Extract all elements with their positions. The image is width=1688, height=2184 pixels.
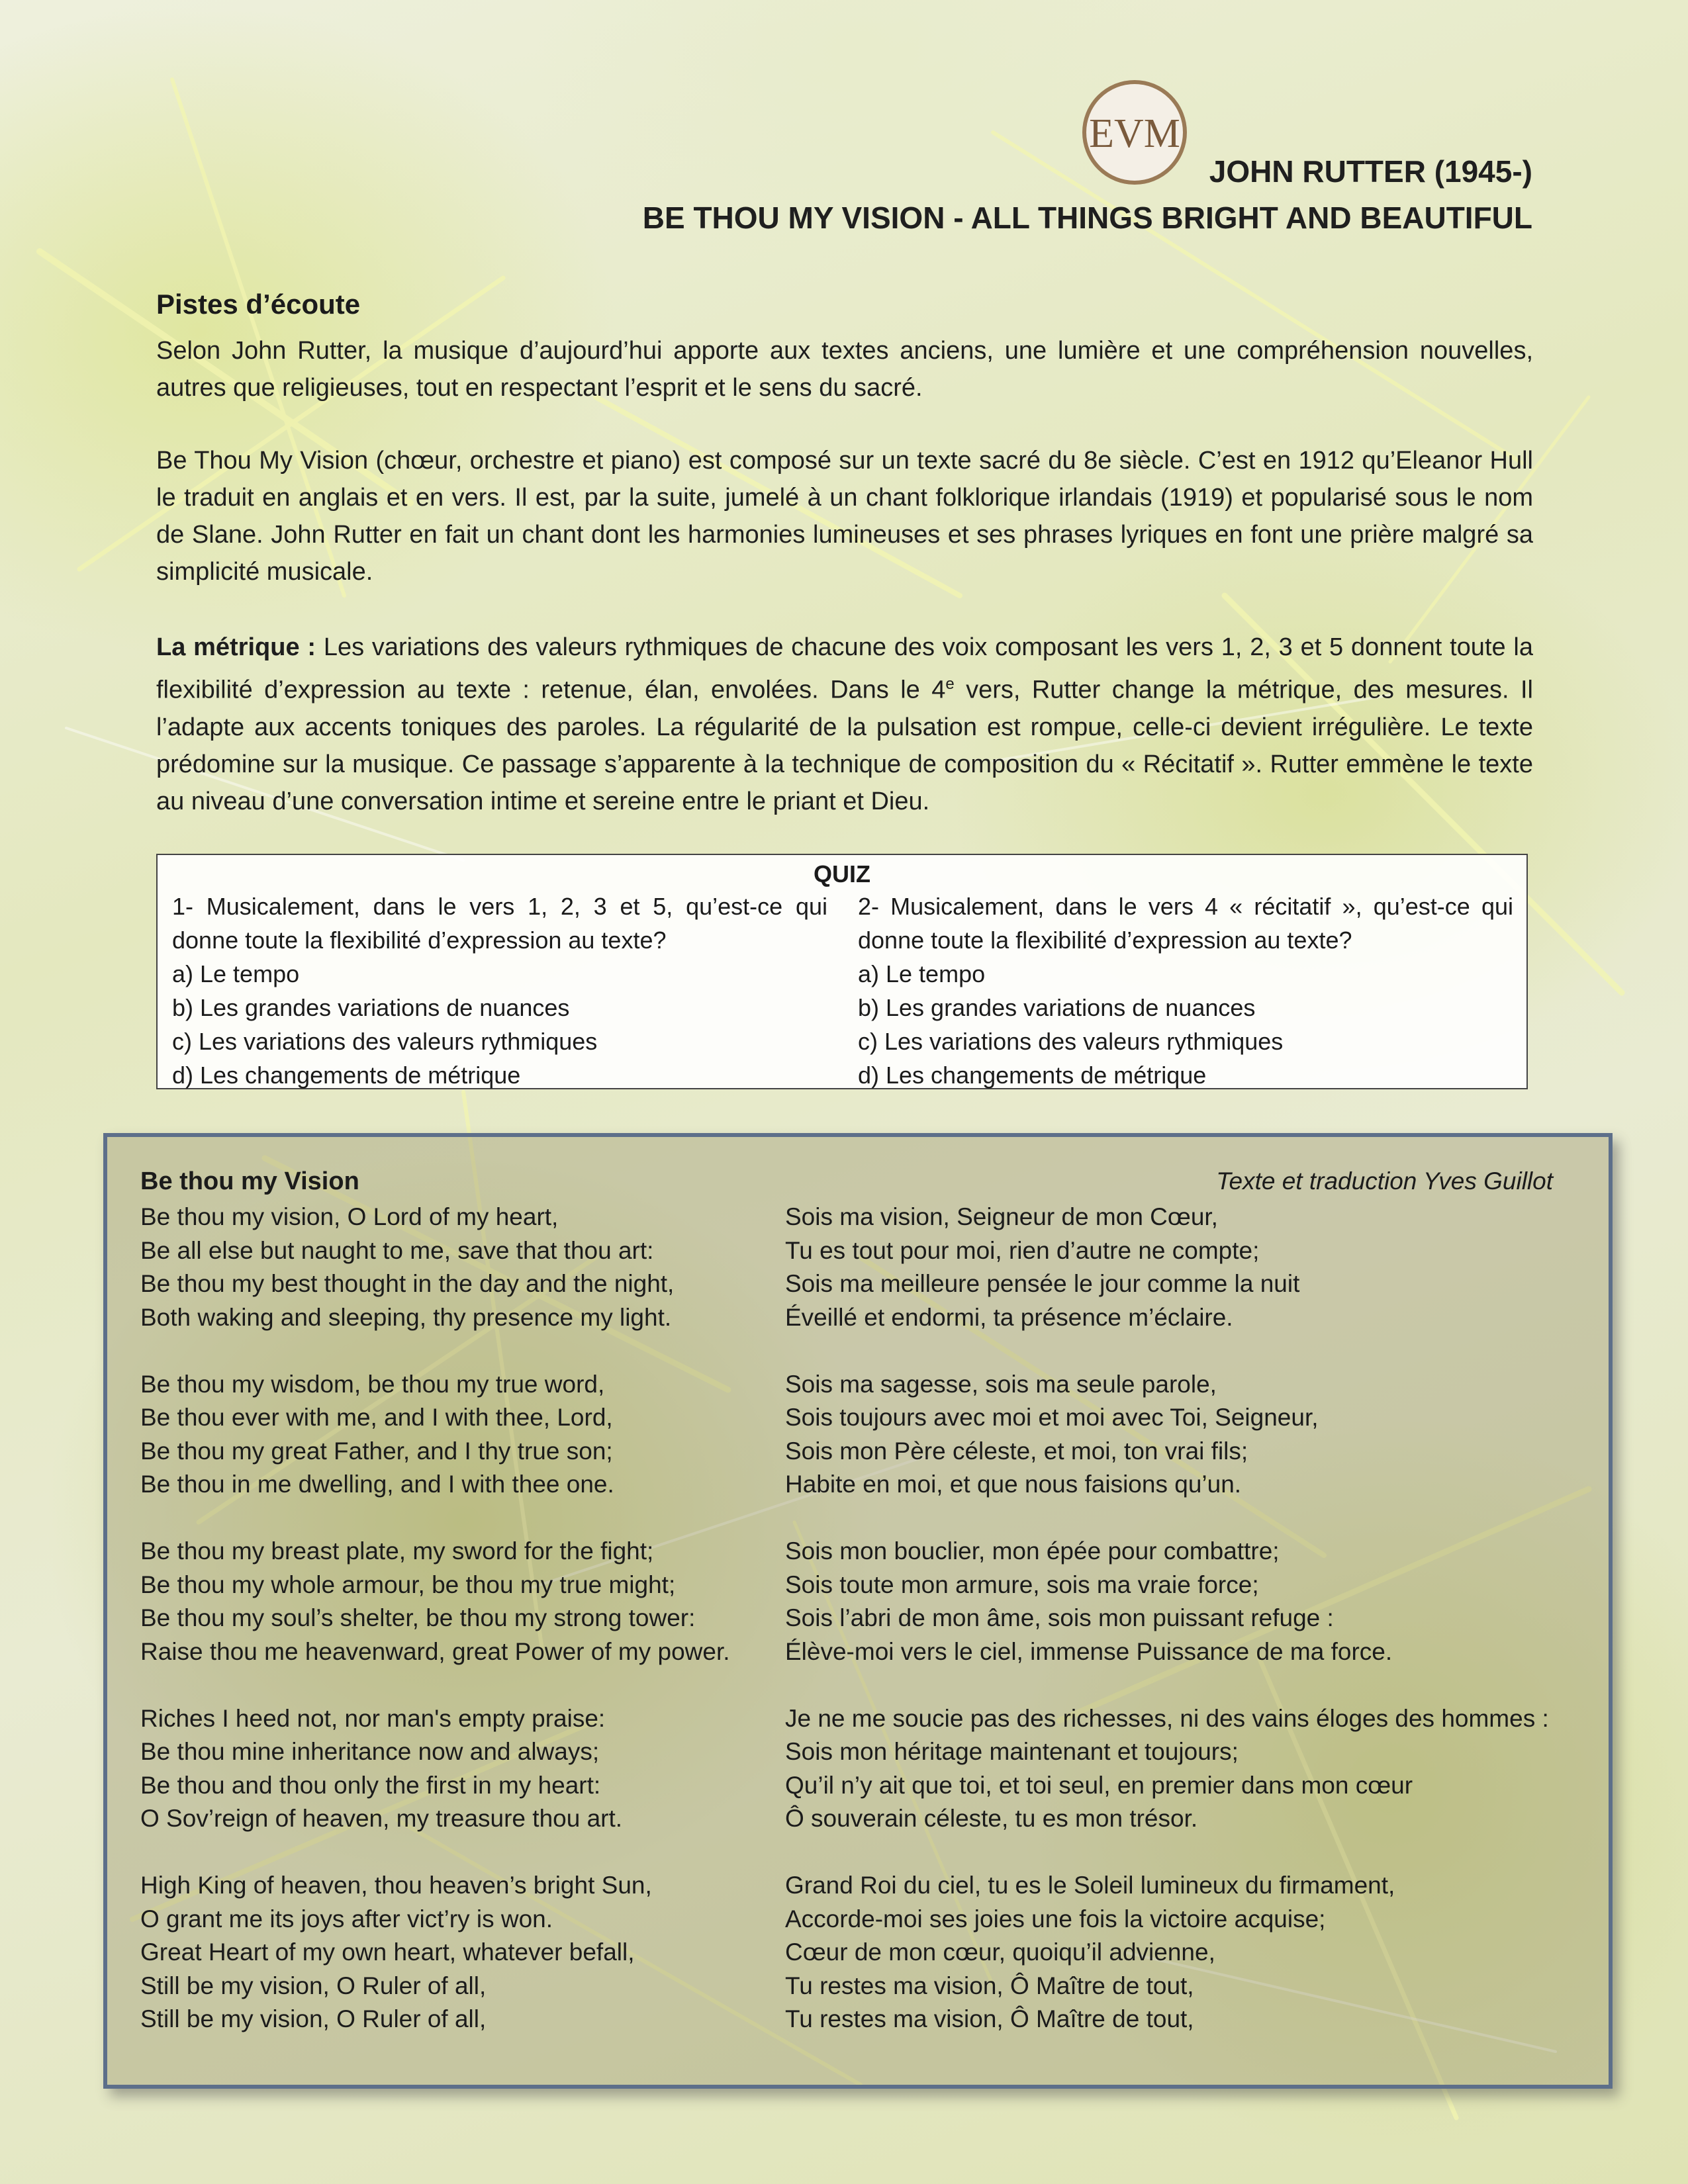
poem-line-en: Both waking and sleeping, thy presence my light. [140,1303,672,1331]
poem-english-column [140,1201,776,2070]
quiz-q1-option-d: d) Les changements de métrique [172,1062,521,1089]
metrique-text-b: vers, Rutter change la métrique, des mesures. Il l’adapte aux accents toniques des paroles. La régularité de la pulsation est rompue, celle-ci devient irrégulière. Le texte prédomine sur la musique. Ce passage s’apparente à la technique de composition du « Récitatif ». Rutter emmène le texte au niveau d’une conversation intime et sereine entre le priant et Dieu. [156,676,1533,815]
poem-stanza-en [140,1368,776,1502]
poem-line-fr: Élève-moi vers le ciel, immense Puissance de ma force. [785,1637,1393,1665]
quiz-question-2-text: 2- Musicalement, dans le vers 4 « récitatif », qu’est-ce qui donne toute la flexibilité d’expression au texte? [858,893,1513,954]
quiz-question-1 [172,889,827,1092]
metrique-paragraph [156,629,1533,820]
poem-line-en: Still be my vision, O Ruler of all, [140,1972,487,1999]
poem-line-fr: Sois toujours avec moi et moi avec Toi, Seigneur, [785,1404,1319,1431]
poem-stanza-fr [785,1535,1579,1668]
poem-line-en: Be all else but naught to me, save that thou art: [140,1236,654,1264]
poem-line-en: O Sov’reign of heaven, my treasure thou art. [140,1805,623,1832]
poem-line-fr: Qu’il n’y ait que toi, et toi seul, en premier dans mon cœur [785,1771,1413,1799]
poem-line-en: High King of heaven, thou heaven’s bright Sun, [140,1872,652,1899]
quiz-box [156,854,1528,1089]
poem-line-fr: Sois l’abri de mon âme, sois mon puissant refuge : [785,1604,1334,1631]
poem-line-fr: Grand Roi du ciel, tu es le Soleil lumineux du firmament, [785,1872,1395,1899]
poem-line-en: Great Heart of my own heart, whatever befall, [140,1938,635,1966]
poem-line-fr: Sois mon bouclier, mon épée pour combattre; [785,1537,1280,1565]
poem-line-en: Still be my vision, O Ruler of all, [140,2005,487,2032]
poem-line-fr: Tu restes ma vision, Ô Maître de tout, [785,2005,1194,2032]
poem-stanza-en [140,1201,776,1334]
quiz-question-2 [858,889,1513,1092]
poem-line-en: Be thou my soul’s shelter, be thou my strong tower: [140,1604,696,1631]
svg-text:EVM: EVM [1089,111,1180,156]
poem-credit: Texte et traduction Yves Guillot [1216,1167,1553,1195]
poem-line-en: Be thou my vision, O Lord of my heart, [140,1203,559,1230]
poem-line-fr: Sois ma sagesse, sois ma seule parole, [785,1370,1217,1398]
quiz-q2-option-a: a) Le tempo [858,960,986,987]
poem-stanza-en [140,1535,776,1668]
poem-line-fr: Ô souverain céleste, tu es mon trésor. [785,1805,1198,1832]
poem-line-en: Be thou mine inheritance now and always; [140,1738,600,1765]
quiz-question-1-text: 1- Musicalement, dans le vers 1, 2, 3 et 5, qu’est-ce qui donne toute la flexibilité d’expression au texte? [172,893,827,954]
listening-heading: Pistes d’écoute [156,289,361,320]
poem-line-en: Riches I heed not, nor man's empty praise: [140,1704,606,1732]
poem-stanza-en [140,1702,776,1836]
poem-line-fr: Sois ma meilleure pensée le jour comme la nuit [785,1270,1300,1297]
poem-line-fr: Tu es tout pour moi, rien d’autre ne compte; [785,1236,1260,1264]
poem-line-en: Raise thou me heavenward, great Power of my power. [140,1637,730,1665]
works-title: BE THOU MY VISION - ALL THINGS BRIGHT AND BEAUTIFUL [642,201,1532,235]
quiz-q2-option-c: c) Les variations des valeurs rythmiques [858,1028,1284,1055]
quiz-title: QUIZ [814,860,870,887]
poem-line-fr: Sois ma vision, Seigneur de mon Cœur, [785,1203,1218,1230]
listening-paragraph-2: Be Thou My Vision (chœur, orchestre et piano) est composé sur un texte sacré du 8e siècle. C’est en 1912 qu’Eleanor Hull le traduit en anglais et en vers. Il est, par la suite, jumelé à un chant folklorique irlandais (1919) et popularisé sous le nom de Slane. John Rutter en fait un chant dont les harmonies lumineuses et ses phrases lyriques en font une prière malgré sa simplicité musicale. [156,447,1533,586]
poem-stanza-en [140,1869,776,2036]
poem-line-en: Be thou in me dwelling, and I with thee one. [140,1471,614,1498]
poem-line-fr: Cœur de mon cœur, quoiqu’il advienne, [785,1938,1215,1966]
listening-paragraph-1: Selon John Rutter, la musique d’aujourd’hui apporte aux textes anciens, une lumière et une compréhension nouvelles, autres que religieuses, tout en respectant l’esprit et le sens du sacré. [156,337,1533,402]
poem-line-en: Be thou my best thought in the day and the night, [140,1270,675,1297]
poem-line-en: Be thou and thou only the first in my heart: [140,1771,601,1799]
poem-line-fr: Habite en moi, et que nous faisions qu’un. [785,1471,1242,1498]
poem-line-en: Be thou my great Father, and I thy true son; [140,1437,613,1465]
evm-logo [1080,78,1189,187]
metrique-text-a: Les variations des valeurs rythmiques de chacune des voix composant les vers 1, 2, 3 et 5 donnent toute la flexibilité d’expression au texte : retenue, élan, envolées. Dans le 4 [156,633,1533,704]
poem-title: Be thou my Vision [140,1167,359,1195]
poem-line-fr: Je ne me soucie pas des richesses, ni des vains éloges des hommes : [785,1704,1549,1732]
metrique-label: La métrique : [156,633,316,661]
poem-line-en: Be thou my breast plate, my sword for the fight; [140,1537,654,1565]
poem-stanza-fr [785,1201,1579,1334]
poem-line-fr: Sois mon héritage maintenant et toujours; [785,1738,1239,1765]
quiz-q2-option-b: b) Les grandes variations de nuances [858,994,1256,1021]
poem-line-fr: Sois mon Père céleste, et moi, ton vrai fils; [785,1437,1248,1465]
poem-line-fr: Sois toute mon armure, sois ma vraie force; [785,1570,1259,1598]
poem-line-fr: Tu restes ma vision, Ô Maître de tout, [785,1972,1194,1999]
quiz-q1-option-a: a) Le tempo [172,960,300,987]
composer-title: JOHN RUTTER (1945-) [1209,154,1532,189]
poem-stanza-fr [785,1702,1579,1836]
poem-line-en: O grant me its joys after vict’ry is won. [140,1905,553,1933]
poem-stanza-fr [785,1368,1579,1502]
poem-line-fr: Éveillé et endormi, ta présence m’éclaire. [785,1303,1233,1331]
quiz-q1-option-c: c) Les variations des valeurs rythmiques [172,1028,598,1055]
poem-line-fr: Accorde-moi ses joies une fois la victoire acquise; [785,1905,1326,1933]
quiz-q2-option-d: d) Les changements de métrique [858,1062,1207,1089]
quiz-q1-option-b: b) Les grandes variations de nuances [172,994,570,1021]
poem-stanza-fr [785,1869,1579,2036]
poem-french-column [785,1201,1579,2070]
poem-line-en: Be thou my whole armour, be thou my true might; [140,1570,676,1598]
poem-line-en: Be thou ever with me, and I with thee, Lord, [140,1404,613,1431]
poem-box [103,1133,1613,2089]
poem-line-en: Be thou my wisdom, be thou my true word, [140,1370,605,1398]
metrique-sup: e [945,675,955,693]
